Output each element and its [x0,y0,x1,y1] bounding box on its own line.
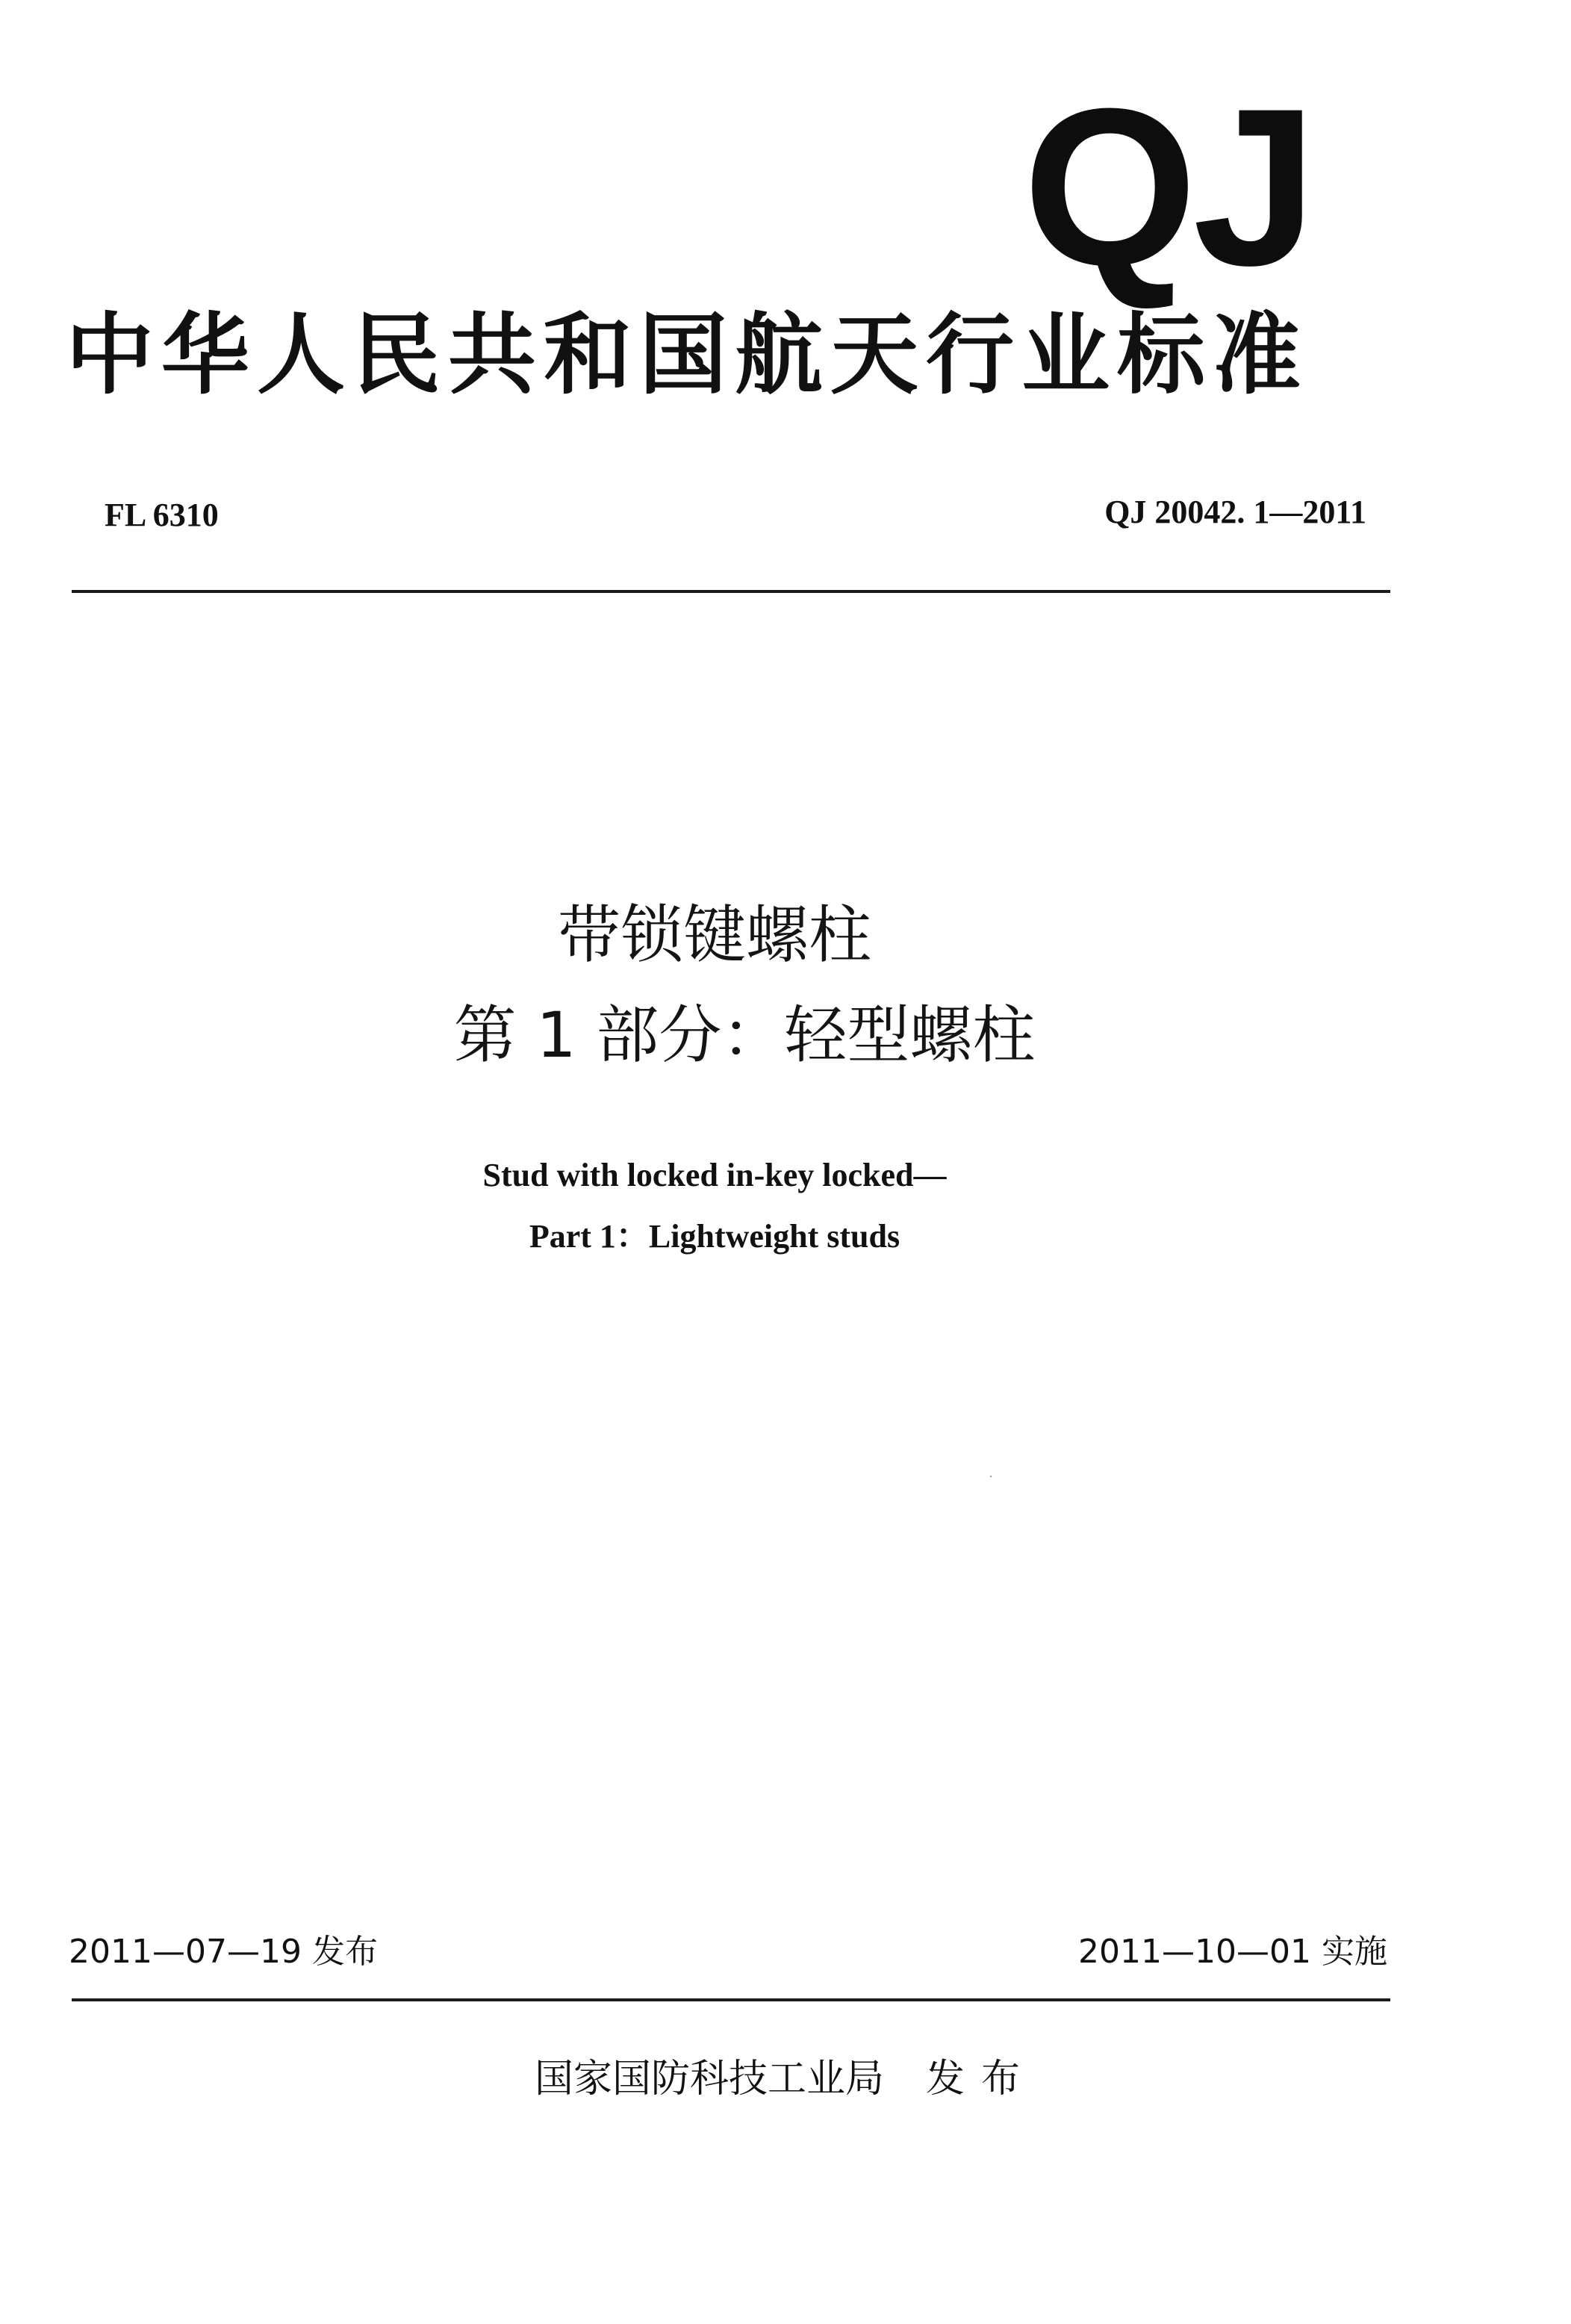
classification-code: FL 6310 [105,497,219,533]
title-zh-line2: 第 1 部分：轻型螺柱 [453,998,1036,1072]
title-zh-line1: 带锁键螺柱 [557,898,871,972]
implementation-date: 2011—10—01 实施 [1078,1933,1387,1971]
publisher-name: 国家国防科技工业局 [534,2057,884,2101]
organization-title: 中华人民共和国航天行业标准 [66,303,1309,406]
publisher-line [0,2055,1571,2103]
qj-logo: QJ [1023,61,1313,312]
title-en-line2: Part 1：Lightweight studs [529,1218,900,1255]
bottom-divider [72,1998,1390,2001]
top-divider [72,590,1390,593]
publisher-action: 发布 [926,2057,1037,2101]
issue-date: 2011—07—19 发布 [69,1933,378,1971]
title-en-line1: Stud with locked in-key locked— [482,1157,947,1193]
scan-speck [990,1476,992,1477]
standard-number: QJ 20042. 1—2011 [1104,494,1366,530]
